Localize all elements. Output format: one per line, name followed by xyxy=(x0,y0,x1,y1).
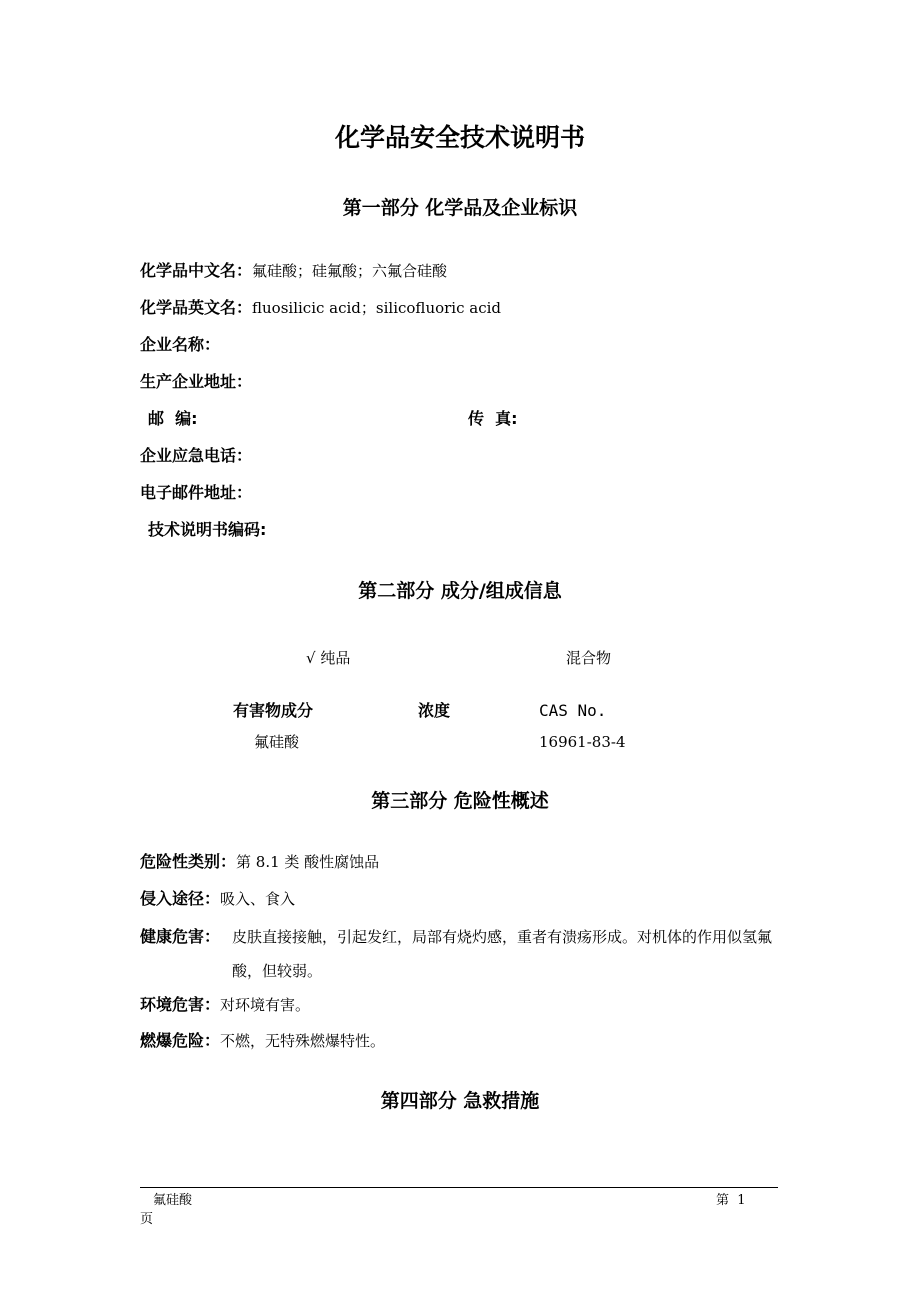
footer-divider xyxy=(140,1187,778,1188)
part2-heading: 第二部分 成分/组成信息 xyxy=(358,580,562,602)
health-value: 皮肤直接接触，引起发红，局部有烧灼感，重者有溃疡形成。对机体的作用似氢氟酸，但较弱。 xyxy=(232,928,773,980)
concentration-column-header: 浓度 xyxy=(418,701,451,720)
hazard-class-label: 危险性类别： xyxy=(140,852,237,871)
pure-substance-option: √ 纯品 xyxy=(306,649,351,667)
postcode-row xyxy=(148,408,198,430)
emergency-phone-label: 企业应急电话： xyxy=(140,446,253,465)
component-cell: 氟硅酸 xyxy=(254,733,300,751)
part4-heading: 第四部分 急救措施 xyxy=(380,1090,540,1112)
route-row xyxy=(140,888,295,910)
cn-name-label: 化学品中文名： xyxy=(140,261,253,280)
company-label: 企业名称： xyxy=(140,335,221,354)
footer-page-suffix: 页 xyxy=(140,1212,154,1227)
cn-name-value: 氟硅酸；硅氟酸；六氟合硅酸 xyxy=(252,262,448,280)
address-label: 生产企业地址： xyxy=(140,372,253,391)
cn-name-row xyxy=(140,260,447,282)
health-label: 健康危害： xyxy=(140,927,221,946)
email-row xyxy=(140,482,252,504)
env-label: 环境危害： xyxy=(140,995,221,1014)
en-name-value: fluosilicic acid；silicofluoric acid xyxy=(252,299,502,317)
doc-code-row xyxy=(148,519,266,541)
emergency-phone-row xyxy=(140,445,252,467)
cas-cell: 16961-83-4 xyxy=(539,733,626,751)
hazard-class-value: 第 8.1 类 酸性腐蚀品 xyxy=(236,853,380,871)
fax-label: 传 真: xyxy=(468,409,518,428)
en-name-label: 化学品英文名： xyxy=(140,298,253,317)
fire-value: 不燃，无特殊燃爆特性。 xyxy=(220,1032,386,1050)
company-row xyxy=(140,334,220,356)
fax-row xyxy=(468,408,518,430)
fire-label: 燃爆危险： xyxy=(140,1031,221,1050)
env-row xyxy=(140,994,310,1016)
document-title: 化学品安全技术说明书 xyxy=(334,123,585,152)
footer-page-number: 第 1 xyxy=(716,1193,746,1208)
fire-row xyxy=(140,1030,385,1052)
postcode-label: 邮 编: xyxy=(148,409,198,428)
address-row xyxy=(140,371,252,393)
env-value: 对环境有害。 xyxy=(220,996,311,1014)
component-column-header: 有害物成分 xyxy=(233,701,314,720)
mixture-option: 混合物 xyxy=(566,649,612,667)
en-name-row xyxy=(140,297,501,319)
footer-document-name: 氟硅酸 xyxy=(153,1193,193,1208)
email-label: 电子邮件地址： xyxy=(140,483,253,502)
route-value: 吸入、食入 xyxy=(220,890,296,908)
part3-heading: 第三部分 危险性概述 xyxy=(371,790,549,812)
part1-heading: 第一部分 化学品及企业标识 xyxy=(342,197,578,219)
route-label: 侵入途径： xyxy=(140,889,221,908)
hazard-class-row xyxy=(140,851,379,873)
doc-code-label: 技术说明书编码: xyxy=(148,520,267,539)
cas-column-header: CAS No. xyxy=(539,701,607,720)
